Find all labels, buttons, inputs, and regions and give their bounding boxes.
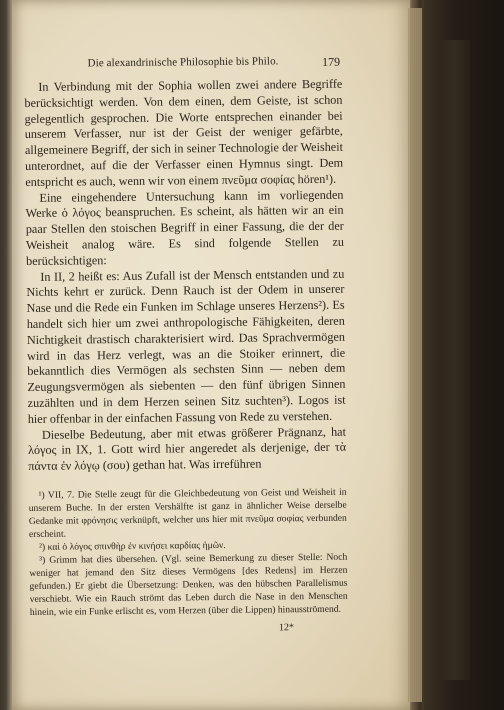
running-head [24,55,342,74]
paragraph-sophia: In Verbindung mit der Sophia wollen zwei andere Begriffe berücksichtigt werden. Von dem einen, dem Geiste, ist schon gelegentlich gesprochen. Die Worte entsprechen einander bei unserem Verfasser, nur ist der Geist der weniger gefärbte, allgemeinere Begriff, der sich in seiner Technologie der Weisheit unterordnet, auf die der Verfasser einen Hymnus singt. Dem entspricht es auch, wenn wir von einem πνεῦμα σοφίας hören¹). [24,76,344,189]
cover-shadow [440,40,470,680]
page-text-block [24,55,348,636]
footnotes [29,486,348,619]
footnote-3: ³) Grimm hat dies übersehen. (Vgl. seine Bemerkung zu dieser Stelle: Noch weniger hat jemand den Sitz dieses Vermögens [des Redens] im Herzen gefunden.) Er giebt die Übersetzung: Denken, was den hübschen Parallelismus verschiebt. Wie ein Rauch strömt das Leben durch die Nase in den Menschen hinein, wie ein Funke erlischt es, vom Herzen (über die Lippen) hinausströmend. [29,551,348,618]
footnote-2: ²) καὶ ὁ λόγος σπινθὴρ ἐν κινήσει καρδίας ἡμῶν. [39,539,226,553]
running-title: Die alexandrinische Philosophie bis Philo. [87,55,279,70]
footnote-1: ¹) VII, 7. Die Stelle zeugt für die Gleichbedeutung von Geist und Weisheit in unserem Buche. In der ersten Vershälfte ist ganz in ähnlicher Weise derselbe Gedanke mit φρόνησις verknüpft, welcher uns hier mit πνεῦμα σοφίας verbunden erscheint. [28,486,347,540]
page-number: 179 [321,54,341,69]
paragraph-ix-1: Dieselbe Bedeutung, aber mit etwas größerer Prägnanz, hat λόγος in IX, 1. Gott wird hier angeredet als derjenige, der τὰ πάντα ἐν λόγῳ (σου) gethan hat. Was irreführen [28,424,347,474]
signature-mark: 12* [278,622,295,634]
page-edges [408,8,422,702]
paragraph-ii-2: In II, 2 heißt es: Aus Zufall ist der Mensch entstanden und zu Nichts kehrt er zurück. Denn Rauch ist der Odem in unserer Nase und die Rede ein Funken im Schlage unseres Herzens²). Es handelt sich hier um zwei anthropologische Fähigkeiten, deren Nichtigkeit drastisch charakterisiert wird. Das Sprachvermögen wird in das Herz verlegt, was an die Stoiker erinnert, die bekanntlich dies Vermögen als sechsten Sinn — neben dem Zeugungsvermögen als siebenten — den fünf übrigen Sinnen zuzählten und in dem Herzen seinen Sitz suchten³). Logos ist hier offenbar in der einfachen Fassung von Rede zu verstehen. [26,266,346,426]
paragraph-logos-intro: Eine eingehendere Untersuchung kann im vorliegenden Werke ὁ λόγος beanspruchen. Es scheint, als hätten wir an ein paar Stellen den stoischen Begriff in einer Fassung, die der der Weisheit analog wäre. Es sind folgende Stellen zu berücksichtigen: [25,187,345,268]
